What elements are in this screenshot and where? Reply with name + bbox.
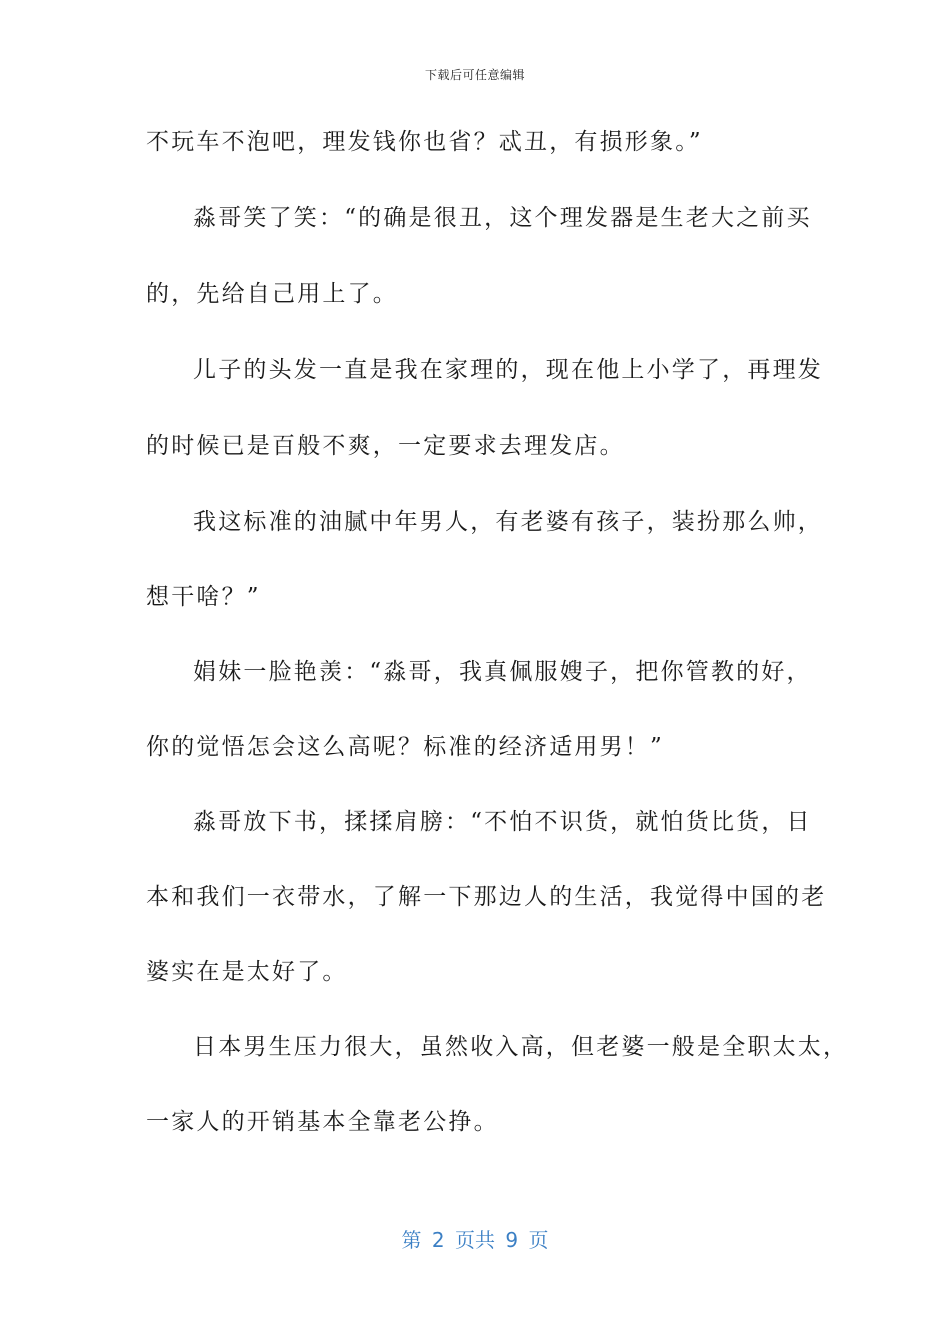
text-line: 淼哥放下书，揉揉肩膀：“不怕不识货，就怕货比货，日 [193,809,812,835]
text-line: 婆实在是太好了。 [146,959,348,985]
page-footer [0,1224,950,1253]
text-line: 娟妹一脸艳羡：“淼哥，我真佩服嫂子，把你管教的好， [193,659,812,685]
text-line: 的时候已是百般不爽，一定要求去理发店。 [146,433,625,459]
text-line: 本和我们一衣带水，了解一下那边人的生活，我觉得中国的老 [146,884,827,910]
text-line: 想干啥？” [146,584,261,610]
text-line: 不玩车不泡吧，理发钱你也省？忒丑，有损形象。” [146,129,703,155]
footer-prefix: 第 [401,1228,422,1252]
text-line: 一家人的开销基本全靠老公挣。 [146,1109,499,1135]
text-line: 我这标准的油腻中年男人，有老婆有孩子，装扮那么帅， [193,509,823,535]
text-line: 儿子的头发一直是我在家理的，现在他上小学了，再理发 [193,357,823,383]
page-header: 下载后可任意编辑 [424,68,525,82]
current-page-number: 2 [431,1228,445,1252]
text-line: 日本男生压力很大，虽然收入高，但老婆一般是全职太太， [193,1034,849,1060]
footer-suffix: 页 [528,1228,549,1252]
footer-middle: 页共 [455,1228,495,1252]
text-line: 你的觉悟怎会这么高呢？标准的经济适用男！” [146,734,664,760]
total-pages-number: 9 [505,1228,519,1252]
text-line: 的，先给自己用上了。 [146,281,398,307]
text-line: 淼哥笑了笑：“的确是很丑，这个理发器是生老大之前买 [193,205,812,231]
